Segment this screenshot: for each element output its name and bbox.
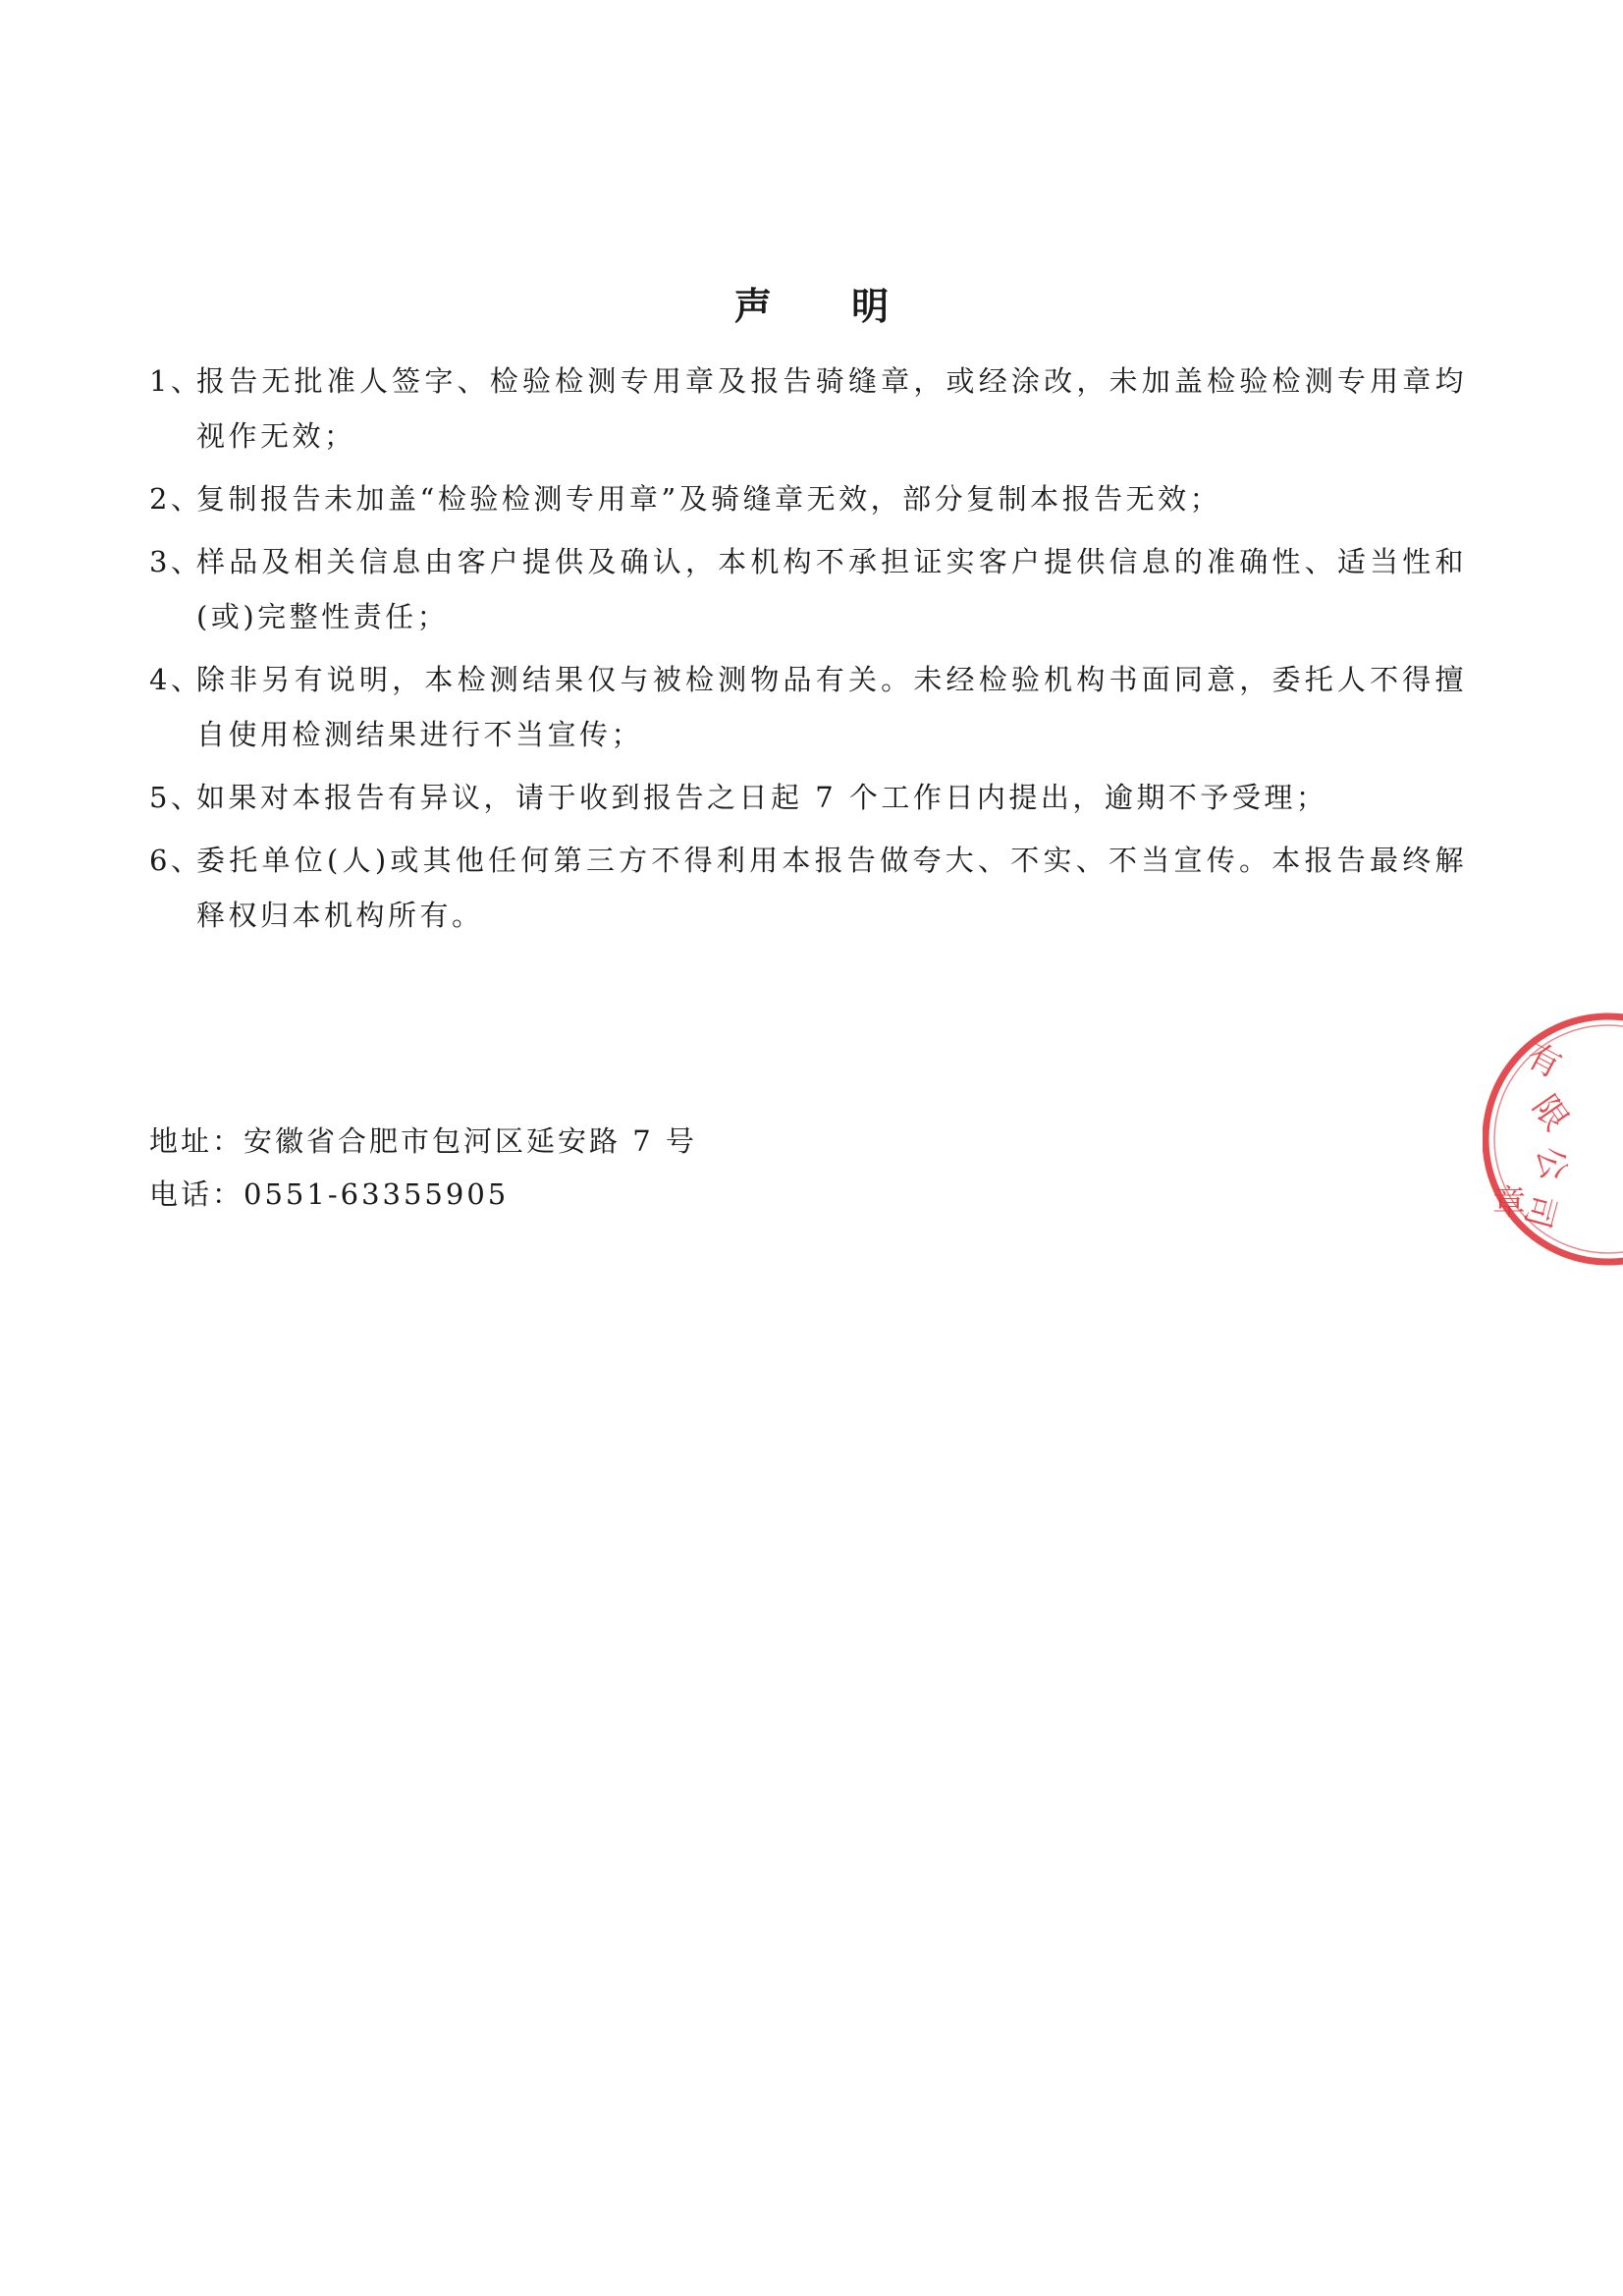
phone-value: 0551-63355905	[243, 1177, 510, 1211]
clause-5	[149, 770, 1467, 825]
clause-text: 报告无批准人签字、检验检测专用章及报告骑缝章，或经涂改，未加盖检验检测专用章均视作无效；	[196, 364, 1467, 453]
seal-char-1: 有	[1519, 1035, 1568, 1086]
seal-char-2: 限	[1524, 1088, 1576, 1139]
address-row	[149, 1115, 697, 1168]
clause-number: 4、	[149, 663, 203, 696]
red-seal-stamp	[1483, 992, 1623, 1286]
clause-text: 除非另有说明，本检测结果仅与被检测物品有关。未经检验机构书面同意，委托人不得擅自使用检测结果进行不当宣传；	[196, 663, 1467, 751]
clause-text: 样品及相关信息由客户提供及确认，本机构不承担证实客户提供信息的准确性、适当性和(或)完整性责任；	[196, 545, 1467, 633]
address-label: 地址：	[149, 1124, 244, 1158]
clause-number: 5、	[149, 781, 203, 814]
statement-list	[149, 354, 1467, 951]
clause-text: 复制报告未加盖“检验检测专用章”及骑缝章无效，部分复制本报告无效；	[196, 482, 1222, 516]
clause-3	[149, 534, 1467, 644]
clause-number: 1、	[149, 364, 203, 398]
contact-block	[149, 1115, 697, 1221]
clause-1	[149, 354, 1467, 464]
page-title: 声 明	[733, 284, 923, 328]
clause-text: 如果对本报告有异议，请于收到报告之日起 7 个工作日内提出，逾期不予受理；	[196, 781, 1328, 814]
clause-number: 2、	[149, 482, 203, 516]
phone-label: 电话：	[149, 1177, 244, 1211]
seal-char-4: 司	[1516, 1189, 1563, 1232]
clause-2	[149, 471, 1467, 526]
seal-char-3: 公	[1529, 1143, 1574, 1184]
phone-row	[149, 1168, 697, 1221]
clause-number: 6、	[149, 844, 203, 877]
clause-text: 委托单位(人)或其他任何第三方不得利用本报告做夸大、不实、不当宣传。本报告最终解释权归本机构所有。	[196, 844, 1467, 932]
address-value: 安徽省合肥市包河区延安路 7 号	[243, 1124, 697, 1158]
clause-number: 3、	[149, 545, 203, 578]
clause-4	[149, 652, 1467, 762]
clause-6	[149, 833, 1467, 943]
seal-char-5: 章	[1492, 1183, 1526, 1223]
